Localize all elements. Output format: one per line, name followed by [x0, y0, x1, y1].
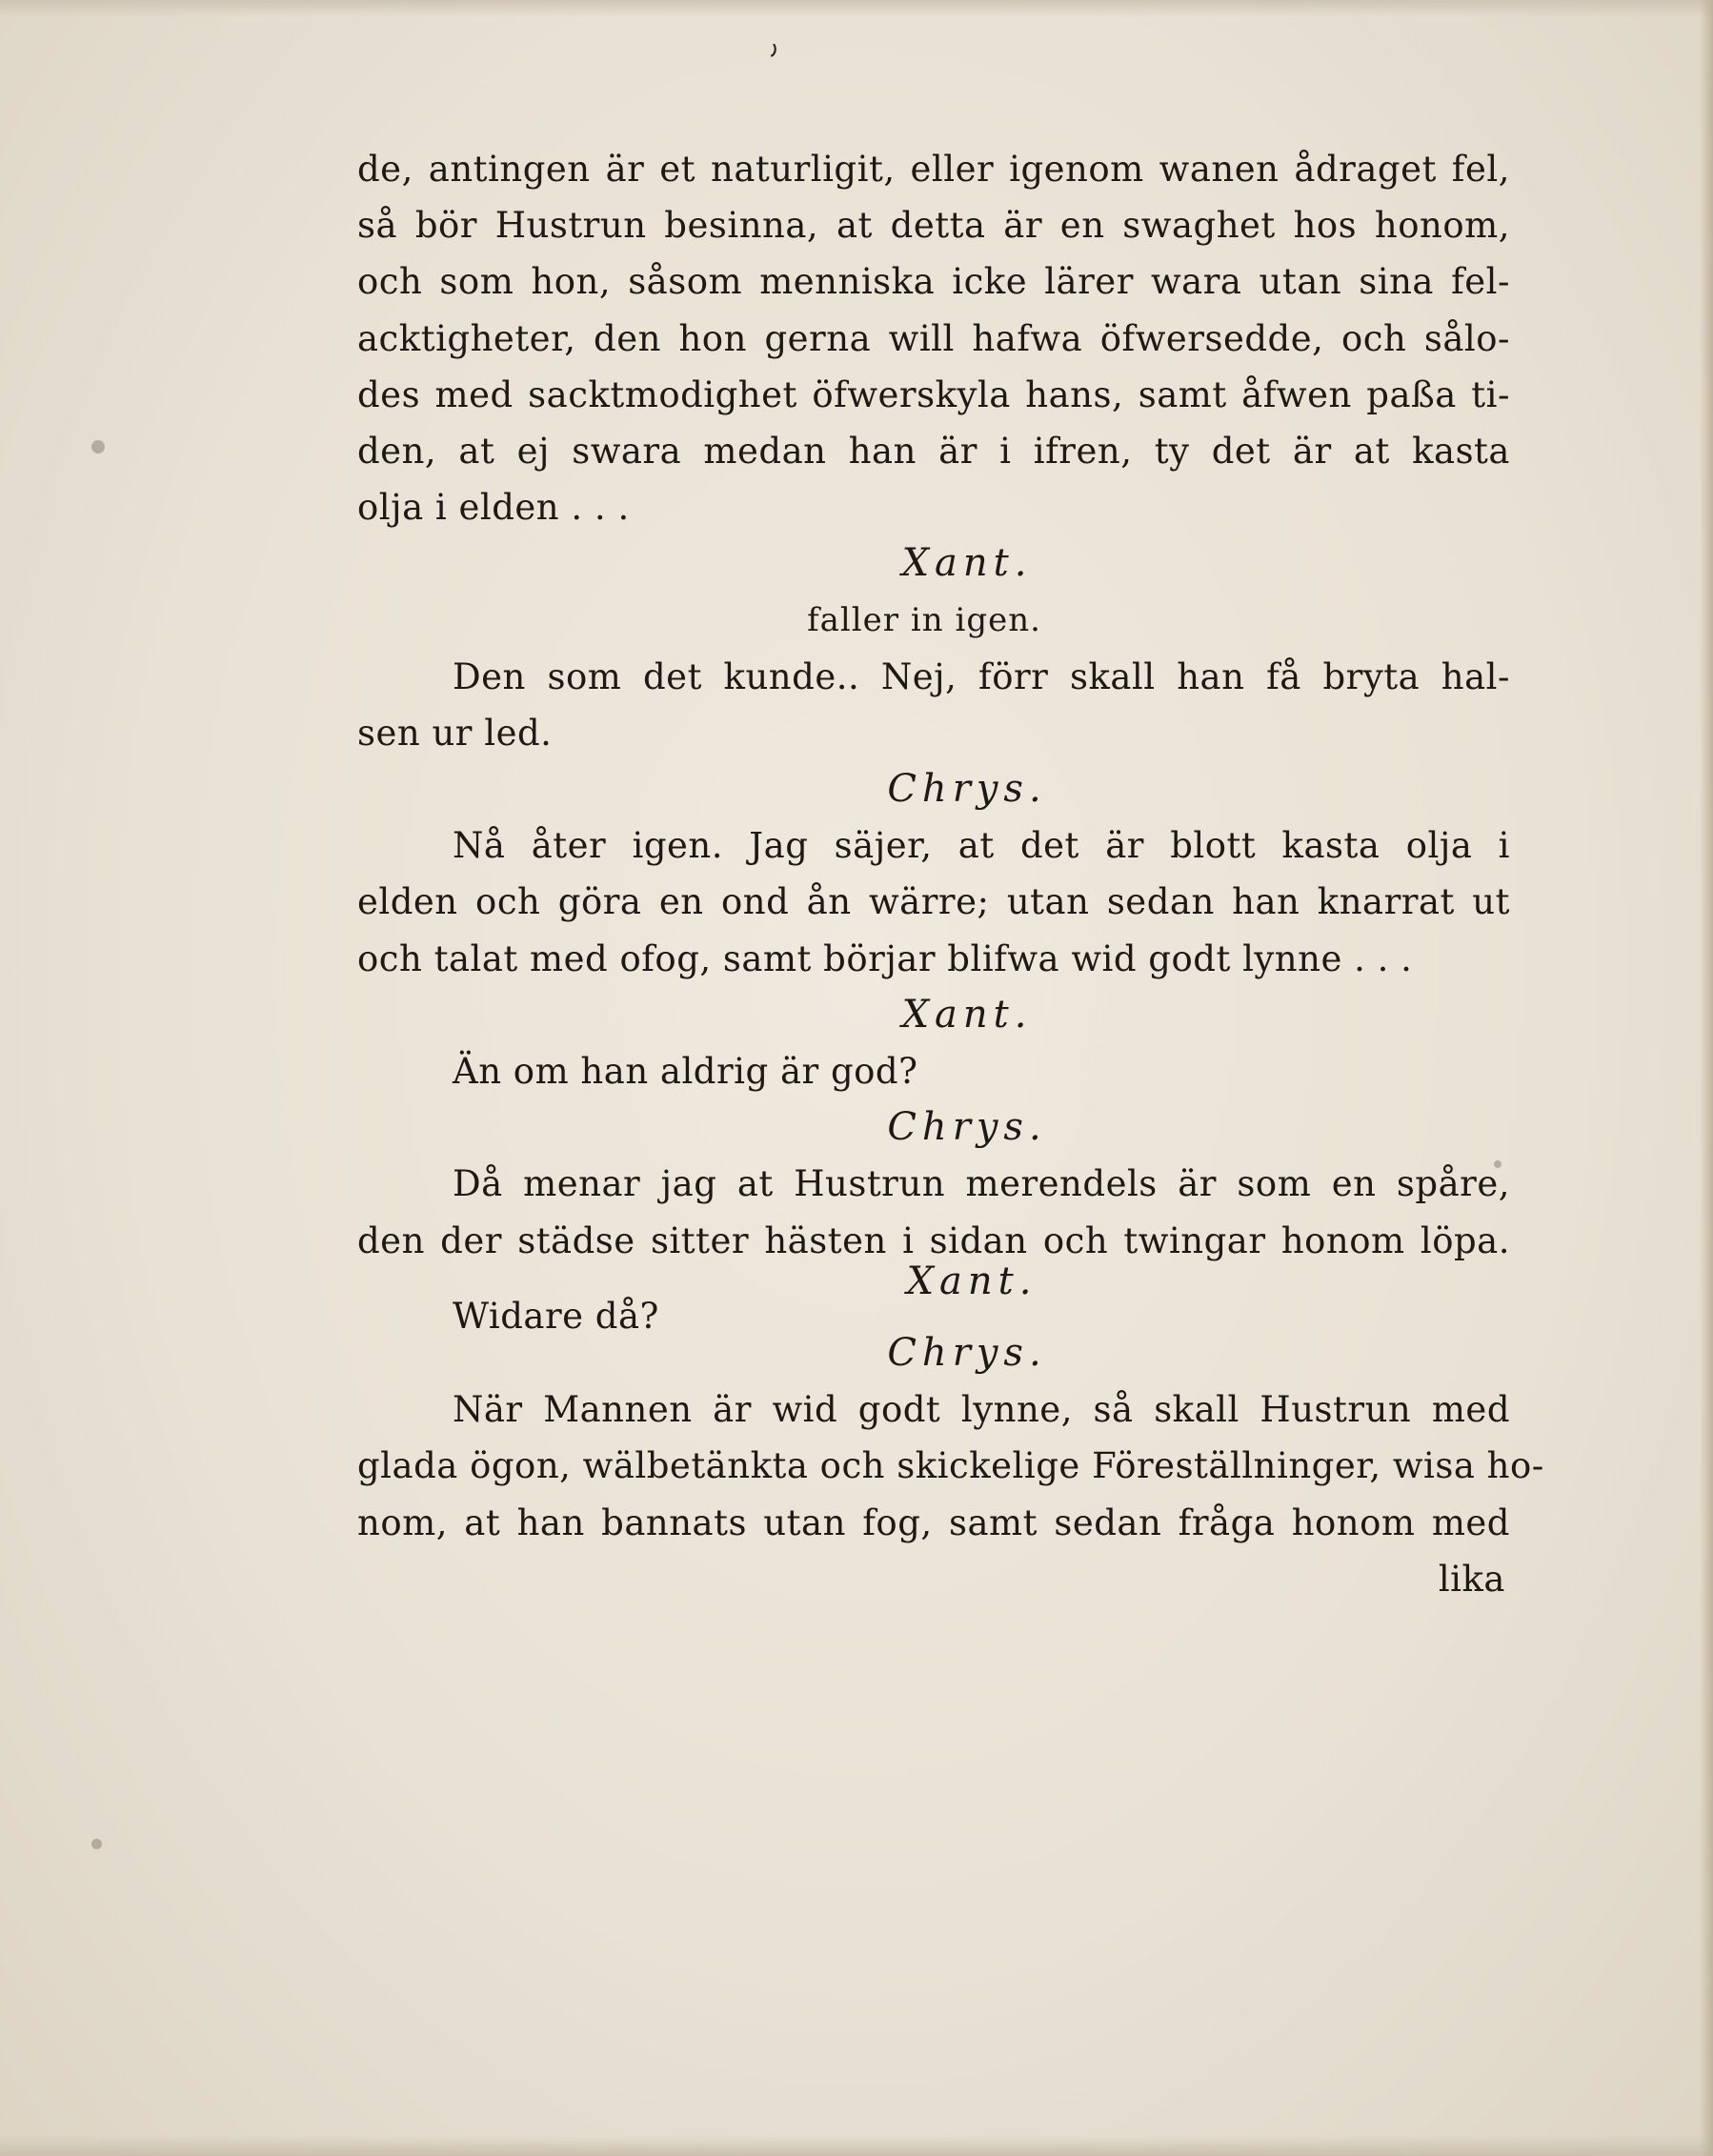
- text-line: När Mannen är wid godt lynne, så skall Hustrun med: [453, 1389, 1510, 1431]
- corner-mark: ٫: [761, 28, 781, 61]
- text-line: glada ögon, wälbetänkta och skickelige Föreställninger, wisa ho-: [357, 1445, 1544, 1487]
- speaker-heading: Xant.: [901, 541, 1033, 586]
- text-line: Den som det kunde.. Nej, förr skall han få bryta hal-: [453, 655, 1510, 697]
- speaker-heading: Xant.: [901, 992, 1033, 1037]
- page-edge-top: [0, 0, 1713, 17]
- text-line: Nå åter igen. Jag säjer, at det är blott kasta olja i: [453, 825, 1510, 867]
- speaker-heading: Xant.: [906, 1259, 1038, 1303]
- text-line: de, antingen är et naturligit, eller igenom wanen ådraget fel,: [357, 149, 1510, 190]
- speaker-heading: Chrys.: [887, 767, 1047, 812]
- page-edge-right: [1700, 0, 1713, 2156]
- text-line: Widare då?: [453, 1295, 659, 1337]
- stage-direction: faller in igen.: [807, 600, 1041, 639]
- text-line: olja i elden . . .: [357, 487, 630, 529]
- catchword: lika: [1438, 1558, 1505, 1600]
- text-line: och talat med ofog, samt börjar blifwa wid godt lynne . . .: [357, 937, 1413, 979]
- body-text: [357, 141, 1544, 1607]
- text-line: des med sacktmodighet öfwerskyla hans, samt åfwen paßa ti-: [357, 373, 1510, 415]
- text-line: elden och göra en ond ån wärre; utan sedan han knarrat ut: [357, 881, 1510, 923]
- text-line: Då menar jag at Hustrun merendels är som en spåre,: [453, 1163, 1510, 1205]
- text-line: acktigheter, den hon gerna will hafwa öfwersedde, och sålo-: [357, 317, 1510, 359]
- text-line: den der städse sitter hästen i sidan och twingar honom löpa.: [357, 1219, 1510, 1261]
- text-line: så bör Hustrun besinna, at detta är en swaghet hos honom,: [357, 205, 1510, 247]
- speaker-heading: Chrys.: [887, 1330, 1047, 1375]
- text-line: den, at ej swara medan han är i ifren, ty det är at kasta: [357, 430, 1510, 472]
- text-line: nom, at han bannats utan fog, samt sedan fråga honom med: [357, 1501, 1510, 1543]
- paper-speck: [91, 440, 105, 453]
- text-line: sen ur led.: [357, 712, 553, 754]
- text-line: Än om han aldrig är god?: [453, 1051, 918, 1092]
- text-line: och som hon, såsom menniska icke lärer wara utan sina fel-: [357, 261, 1510, 303]
- speaker-heading: Chrys.: [887, 1105, 1047, 1150]
- paper-speck: [91, 1839, 102, 1849]
- dialogue-row: [357, 1259, 1510, 1337]
- page-edge-bottom: [0, 2135, 1713, 2156]
